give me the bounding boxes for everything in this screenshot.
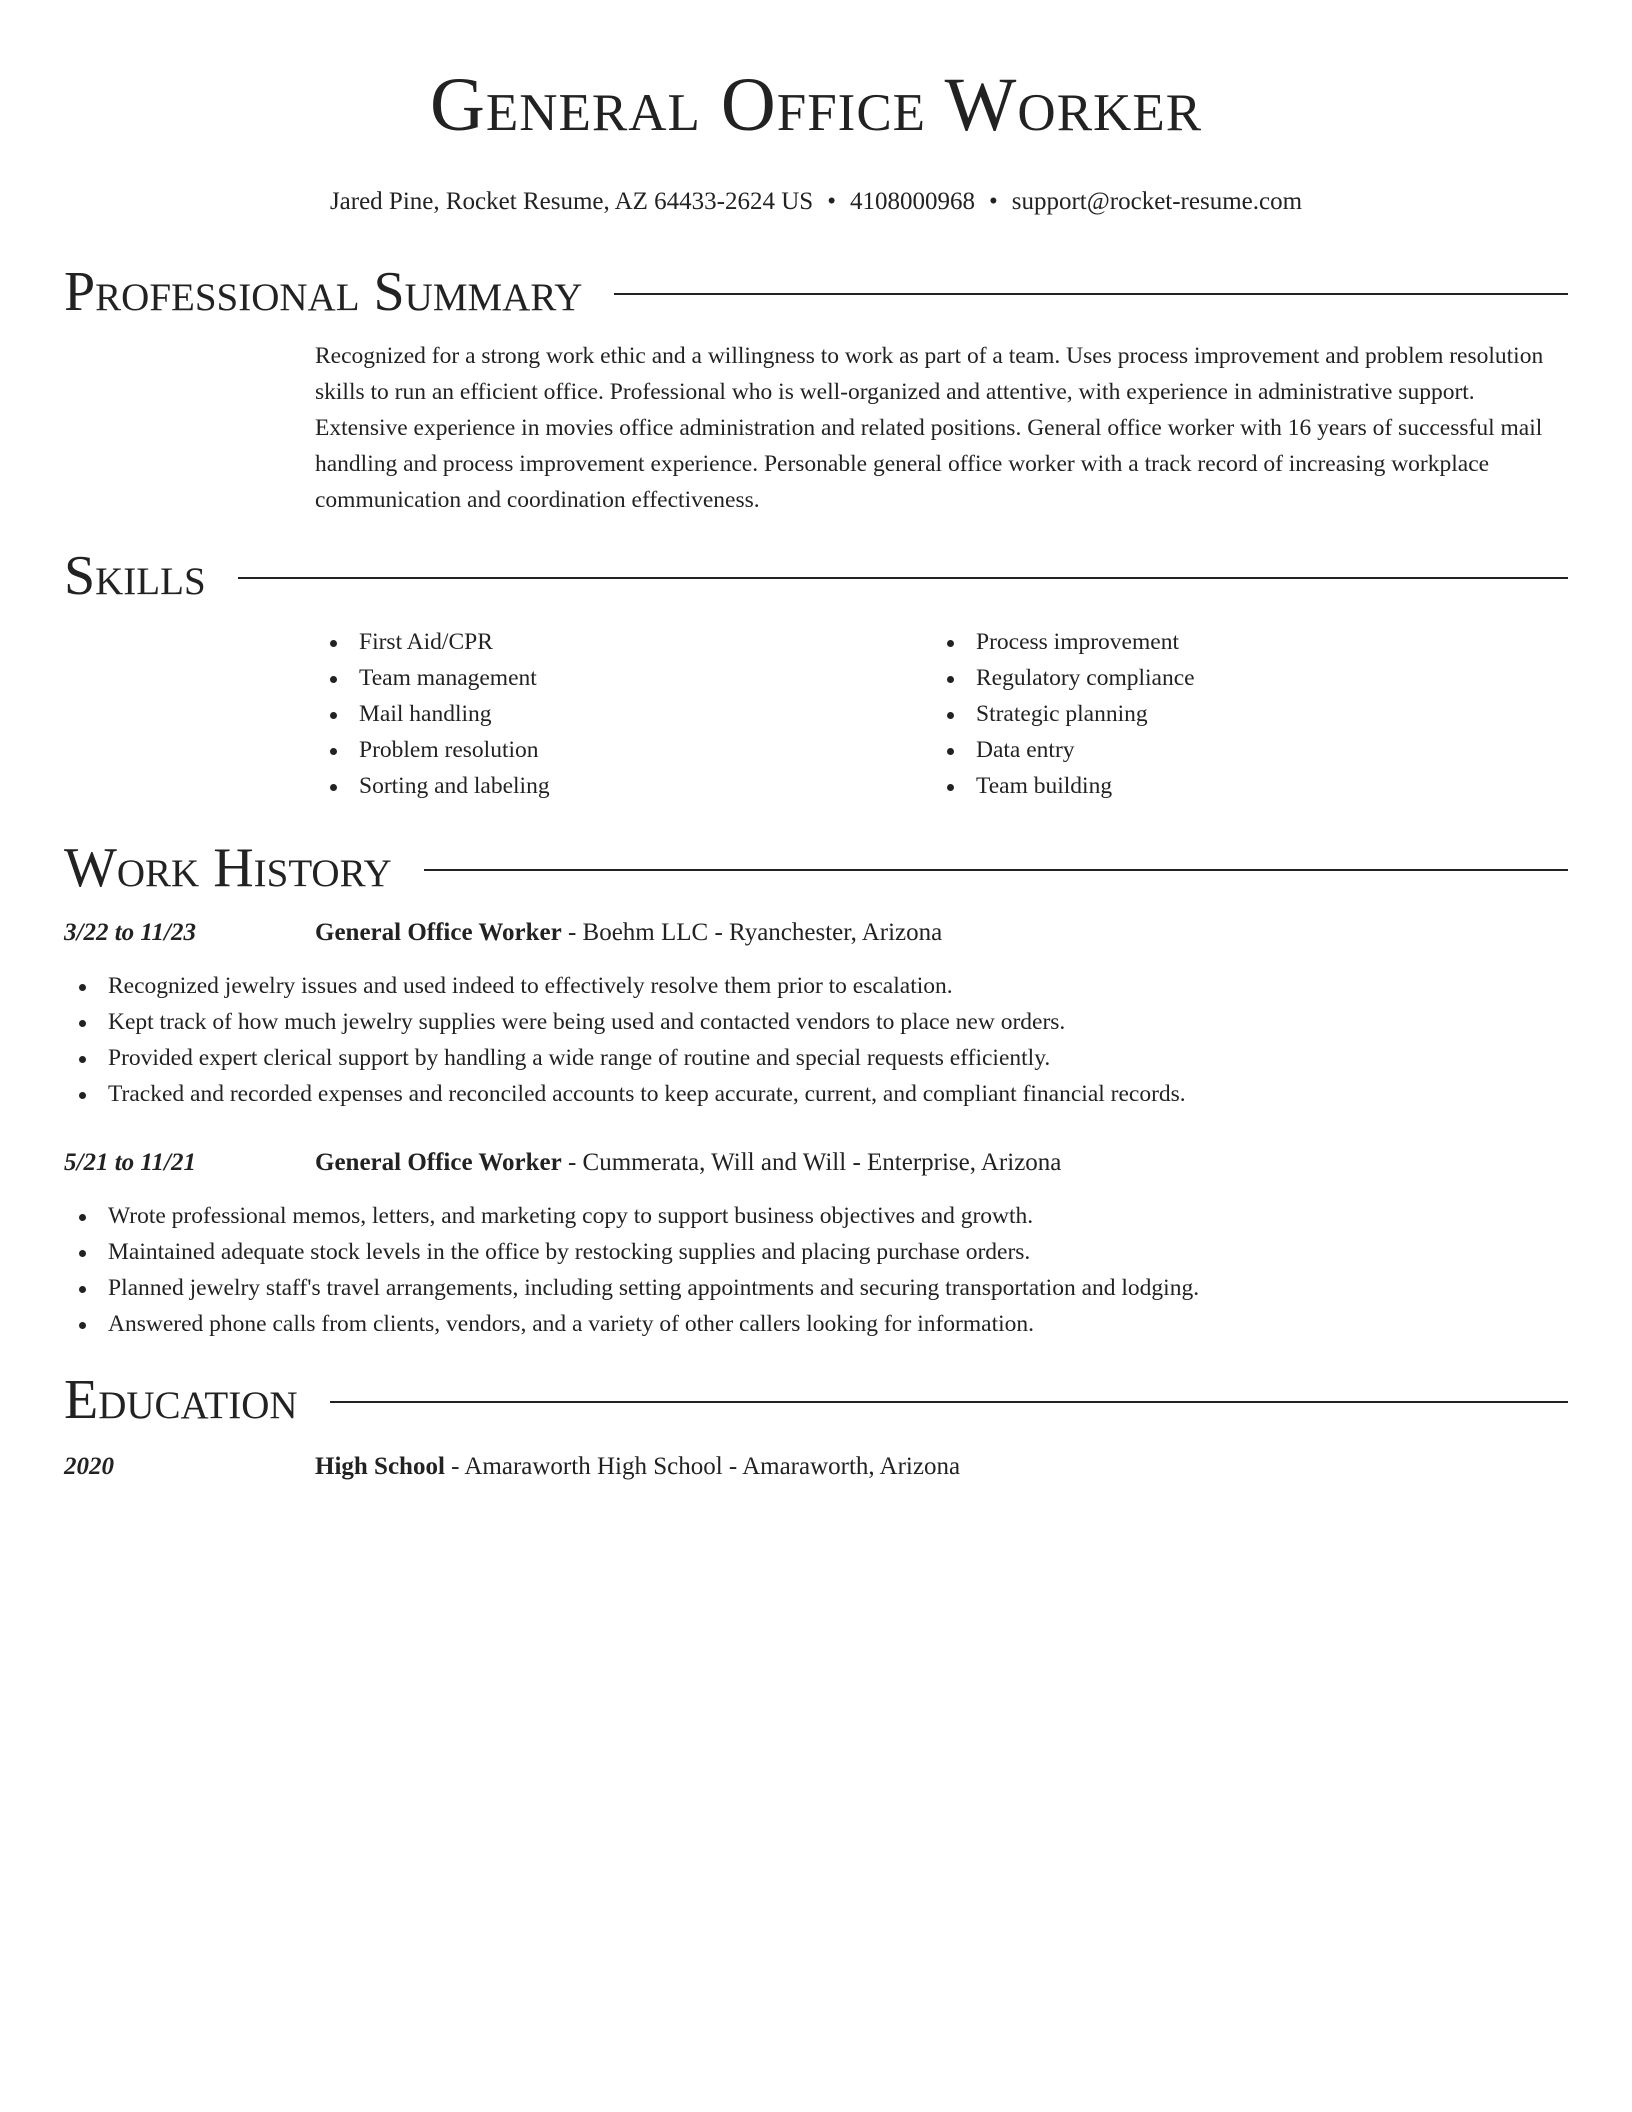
education-school: - Amaraworth High School - Amaraworth, Arizona — [444, 1453, 961, 1480]
skill-item: First Aid/CPR — [315, 624, 932, 660]
contact-address: Jared Pine, Rocket Resume, AZ 64433-2624 US — [329, 188, 814, 215]
skills-column-left — [315, 624, 932, 804]
skill-item: Mail handling — [315, 696, 932, 732]
job-company: - Cummerata, Will and Will - Enterprise, Arizona — [561, 1149, 1062, 1176]
education-degree: High School — [315, 1453, 445, 1480]
job-entry — [64, 1146, 1568, 1342]
skill-item: Process improvement — [932, 624, 1549, 660]
section-divider — [238, 577, 1568, 579]
job-duties — [64, 1198, 1568, 1342]
summary-body — [315, 338, 1568, 518]
job-duty: Planned jewelry staff's travel arrangements, including setting appointments and securing transportation and lodging. — [64, 1270, 1568, 1306]
skill-item: Strategic planning — [932, 696, 1549, 732]
skills-heading: Skills — [64, 545, 206, 607]
work-heading: Work History — [64, 837, 392, 899]
skills-column-right — [932, 624, 1549, 804]
skill-item: Regulatory compliance — [932, 660, 1549, 696]
job-role: General Office Worker — [315, 1149, 562, 1176]
job-duty: Tracked and recorded expenses and reconciled accounts to keep accurate, current, and compliant financial records. — [64, 1076, 1568, 1112]
skills-section-header — [64, 544, 1568, 608]
job-title-line — [315, 916, 942, 950]
job-entry — [64, 916, 1568, 1112]
education-entry — [64, 1450, 1568, 1484]
contact-phone: 4108000968 — [849, 188, 975, 215]
job-duty: Maintained adequate stock levels in the office by restocking supplies and placing purchase orders. — [64, 1234, 1568, 1270]
skill-item: Team building — [932, 768, 1549, 804]
job-duty: Answered phone calls from clients, vendors, and a variety of other callers looking for information. — [64, 1306, 1568, 1342]
job-title-line — [315, 1146, 1061, 1180]
job-header — [64, 916, 1568, 950]
summary-text: Recognized for a strong work ethic and a willingness to work as part of a team. Uses process improvement and problem resolution skills to run an efficient office. Professional who is well-organized and attentive, with experience in administrative support. Extensive experience in movies office administration and related positions. General office worker with 16 years of successful mail handling and process improvement experience. Personable general office worker with a track record of increasing workplace communication and coordination effectiveness. — [315, 343, 1544, 513]
job-dates: 3/22 to 11/23 — [64, 919, 196, 946]
job-duty: Wrote professional memos, letters, and marketing copy to support business objectives and growth. — [64, 1198, 1568, 1234]
job-dates: 5/21 to 11/21 — [64, 1149, 196, 1176]
education-heading: Education — [64, 1369, 298, 1431]
job-duty: Provided expert clerical support by handling a wide range of routine and special requests efficiently. — [64, 1040, 1568, 1076]
education-line — [315, 1450, 960, 1484]
section-divider — [330, 1401, 1568, 1403]
job-duty: Recognized jewelry issues and used indeed to effectively resolve them prior to escalation. — [64, 968, 1568, 1004]
contact-line — [64, 186, 1568, 218]
summary-heading: Professional Summary — [64, 261, 583, 323]
job-company: - Boehm LLC - Ryanchester, Arizona — [561, 919, 943, 946]
skill-item: Team management — [315, 660, 932, 696]
section-divider — [424, 869, 1568, 871]
contact-email: support@rocket-resume.com — [1011, 188, 1303, 215]
job-duty: Kept track of how much jewelry supplies were being used and contacted vendors to place new orders. — [64, 1004, 1568, 1040]
education-year: 2020 — [64, 1453, 114, 1480]
section-divider — [614, 293, 1568, 295]
job-duties — [64, 968, 1568, 1112]
skill-item: Sorting and labeling — [315, 768, 932, 804]
skill-item: Problem resolution — [315, 732, 932, 768]
contact-separator: • — [988, 188, 998, 215]
summary-section-header — [64, 260, 1568, 324]
skills-list — [315, 624, 1568, 804]
education-section-header — [64, 1368, 1568, 1432]
resume-title: General Office Worker — [429, 63, 1203, 147]
work-section-header — [64, 836, 1568, 900]
job-header — [64, 1146, 1568, 1180]
job-role: General Office Worker — [315, 919, 562, 946]
skill-item: Data entry — [932, 732, 1549, 768]
contact-separator: • — [827, 188, 836, 215]
